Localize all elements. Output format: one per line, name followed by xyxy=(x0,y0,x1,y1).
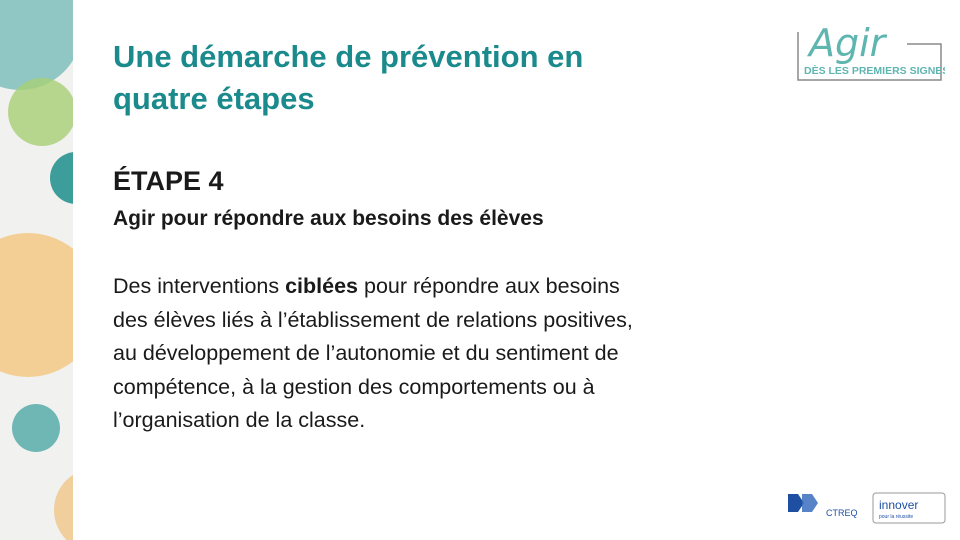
agir-logo-graphic xyxy=(795,12,945,84)
ctreq-mark-left xyxy=(788,494,804,512)
teal-circle-small xyxy=(12,404,60,452)
body-line-1 xyxy=(113,270,753,304)
green-circle xyxy=(8,78,73,146)
body-line-5: l’organisation de la classe. xyxy=(113,408,366,432)
agir-logo xyxy=(795,12,945,89)
step-subtitle: Agir pour répondre aux besoins des élèves xyxy=(113,207,544,230)
ctreq-logo-graphic xyxy=(786,490,868,520)
teal-circle-top xyxy=(0,0,73,90)
agir-logo-word: Agir xyxy=(809,21,886,65)
ctreq-logo xyxy=(786,490,868,525)
orange-circle-large xyxy=(0,233,73,377)
body-bold-word: ciblées xyxy=(285,274,359,298)
decorative-circles xyxy=(0,0,73,540)
body-paragraph xyxy=(113,270,753,438)
innover-logo xyxy=(872,492,948,531)
title-line-1: Une démarche de prévention en xyxy=(113,39,584,74)
agir-logo-tagline: DÈS LES PREMIERS SIGNES xyxy=(804,65,945,77)
ctreq-logo-text: CTREQ xyxy=(826,508,858,518)
step-label: ÉTAPE 4 xyxy=(113,166,224,196)
decorative-side-strip xyxy=(0,0,73,540)
body-line-4: compétence, à la gestion des comportements ou à xyxy=(113,374,595,399)
body-line-1-start: Des interventions xyxy=(113,274,286,298)
body-line-3: au développement de l’autonomie et du sentiment de xyxy=(113,341,619,365)
body-line-2: des élèves liés à l’établissement de relations positives, xyxy=(113,307,633,332)
dark-teal-circle xyxy=(50,152,73,204)
innover-logo-tagline: pour la réussite xyxy=(879,514,914,520)
innover-logo-text: innover xyxy=(879,498,919,512)
slide-title xyxy=(113,36,713,120)
orange-circle-bottom xyxy=(54,468,73,540)
innover-logo-graphic xyxy=(872,492,948,526)
body-line-1-end: pour répondre aux besoins xyxy=(358,274,620,298)
title-line-2: quatre étapes xyxy=(113,81,315,116)
ctreq-mark-right xyxy=(802,494,818,512)
